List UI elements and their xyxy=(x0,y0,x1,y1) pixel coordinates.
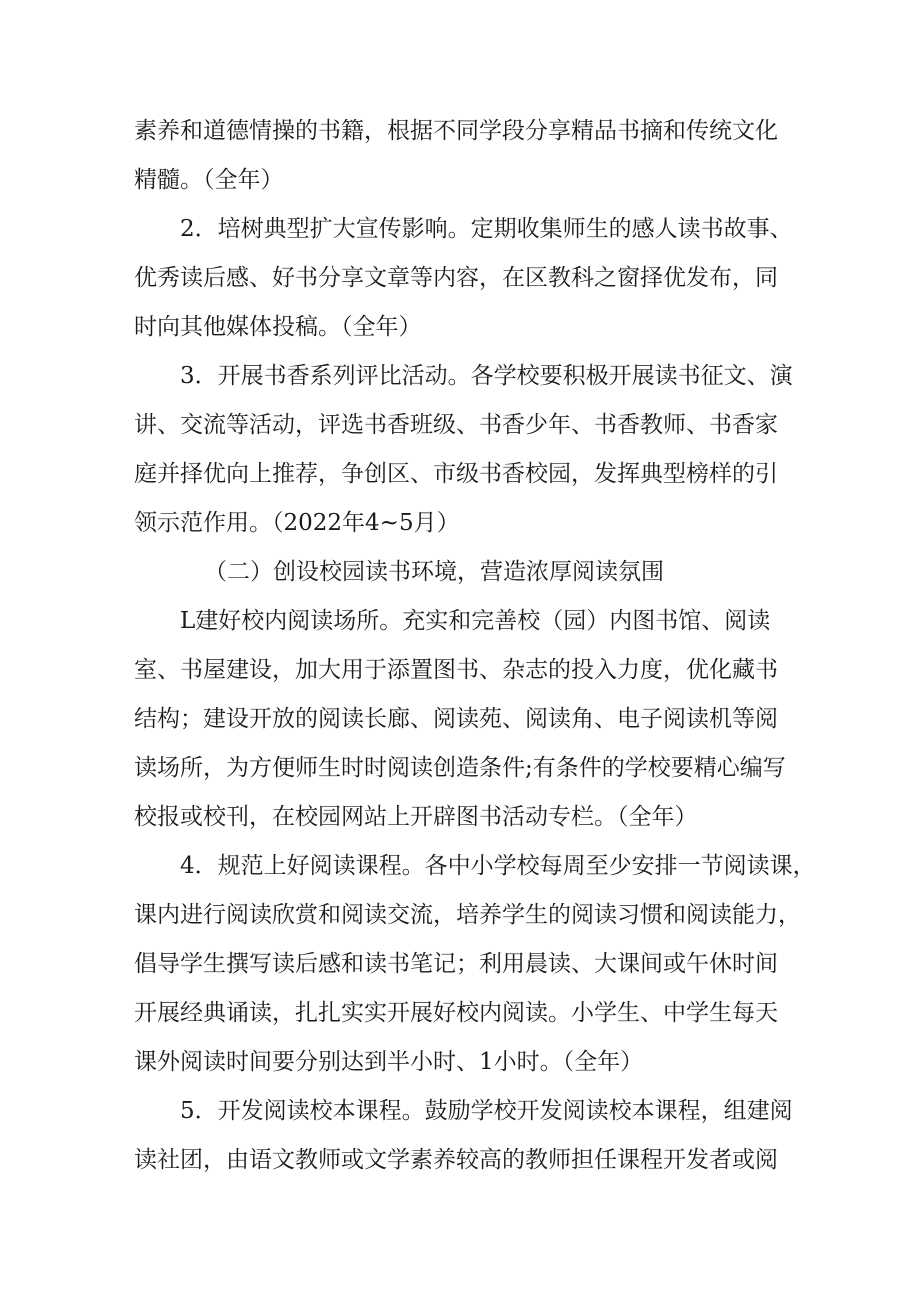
text-line: 5．开发阅读校本课程。鼓励学校开发阅读校本课程，组建阅 xyxy=(180,1098,793,1124)
text-line: 室、书屋建设，加大用于添置图书、杂志的投入力度，优化藏书 xyxy=(134,657,778,683)
text-line: 课外阅读时间要分别达到半小时、1小时。（全年） xyxy=(134,1049,644,1075)
text-line: 2．培树典型扩大宣传影响。定期收集师生的感人读书故事、 xyxy=(180,216,793,242)
text-line: 讲、交流等活动，评选书香班级、书香少年、书香教师、书香家 xyxy=(134,412,778,438)
text-line: 3．开展书香系列评比活动。各学校要积极开展读书征文、演 xyxy=(180,363,793,389)
text-line: L建好校内阅读场所。充实和完善校（园）内图书馆、阅读 xyxy=(180,608,771,634)
text-line: 倡导学生撰写读后感和读书笔记；利用晨读、大课间或午休时间 xyxy=(134,951,778,977)
text-line: 校报或校刊，在校园网站上开辟图书活动专栏。（全年） xyxy=(134,804,698,830)
text-line: 读场所，为方便师生时时阅读创造条件;有条件的学校要精心编写 xyxy=(134,755,786,781)
text-line: 领示范作用。（2022年4~5月） xyxy=(134,510,460,536)
text-line: 素养和道德情操的书籍，根据不同学段分享精品书摘和传统文化 xyxy=(134,118,778,144)
text-line: 结构；建设开放的阅读长廊、阅读苑、阅读角、电子阅读机等阅 xyxy=(134,706,778,732)
text-line: 时向其他媒体投稿。（全年） xyxy=(134,314,422,340)
section-heading: （二）创设校园读书环境，营造浓厚阅读氛围 xyxy=(204,559,664,585)
text-line: 庭并择优向上推荐，争创区、市级书香校园，发挥典型榜样的引 xyxy=(134,461,778,487)
text-line: 读社团，由语文教师或文学素养较高的教师担任课程开发者或阅 xyxy=(134,1147,778,1173)
text-line: 开展经典诵读，扎扎实实开展好校内阅读。小学生、中学生每天 xyxy=(134,1000,778,1026)
text-line: 课内进行阅读欣赏和阅读交流，培养学生的阅读习惯和阅读能力， xyxy=(134,902,801,928)
text-line: 优秀读后感、好书分享文章等内容，在区教科之窗择优发布，同 xyxy=(134,265,778,291)
text-line: 4．规范上好阅读课程。各中小学校每周至少安排一节阅读课， xyxy=(180,853,816,879)
text-line: 精髓。（全年） xyxy=(134,167,284,193)
